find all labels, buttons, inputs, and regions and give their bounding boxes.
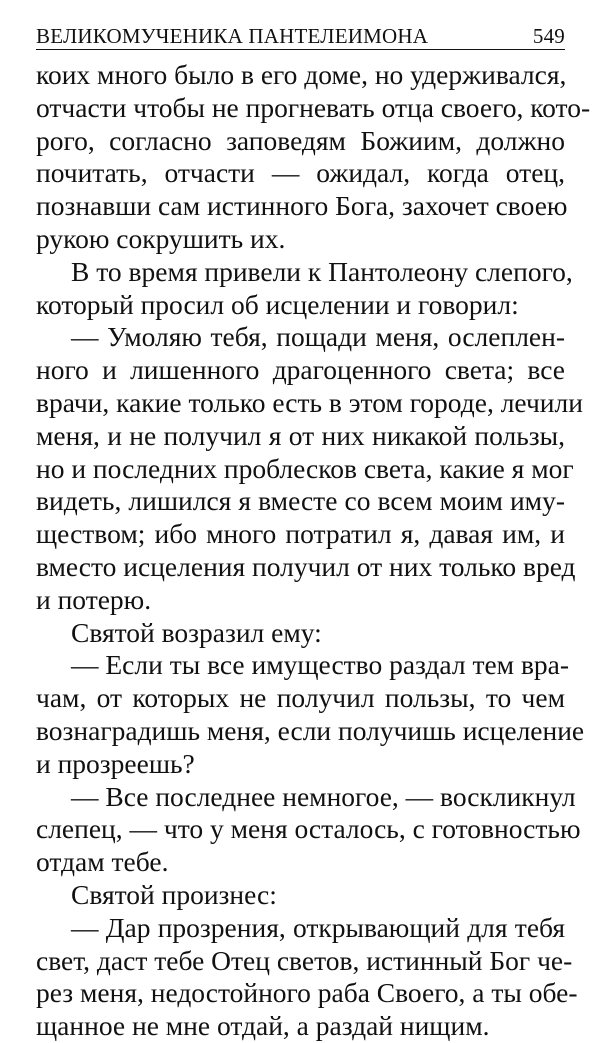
- text-line: рез меня, недостойного раба Своего, а ты обе-: [36, 977, 578, 1009]
- text-line: который просил об исцелении и говорил:: [36, 288, 519, 320]
- text-line: познавши сам истинного Бога, захочет своею: [36, 190, 568, 222]
- body-text: [36, 59, 591, 1043]
- running-title: ВЕЛИКОМУЧЕНИКА ПАНТЕЛЕИМОНА: [36, 24, 429, 48]
- text-line: — Все последнее немногое, — воскликнул: [71, 780, 576, 812]
- text-line: рукою сокрушить их.: [36, 222, 286, 254]
- text-line: отдам тебе.: [36, 846, 169, 878]
- text-line: и прозреешь?: [36, 747, 195, 779]
- text-line: ного и лишенного драгоценного света; все: [36, 354, 565, 386]
- text-line: щанное не мне отдай, а раздай нищим.: [36, 1010, 490, 1042]
- text-line: Святой возразил ему:: [71, 616, 322, 648]
- text-line: видеть, лишился я вместе со всем моим иму-: [36, 485, 565, 517]
- text-line: рого, согласно заповедям Божиим, должно: [36, 124, 565, 156]
- text-line: В то время привели к Пантолеону слепого,: [71, 255, 573, 287]
- text-line: вознаградишь меня, если получишь исцеление: [36, 714, 585, 746]
- text-line: но и последних проблесков света, какие я мог: [36, 452, 574, 484]
- text-line: вместо исцеления получил от них только вред: [36, 550, 576, 582]
- text-line: и потерю.: [36, 583, 152, 615]
- text-line: — Если ты все имущество раздал тем вра-: [71, 649, 570, 681]
- text-line: Святой произнес:: [71, 878, 277, 910]
- text-line: отчасти чтобы не прогневать отца своего, кото-: [36, 91, 591, 123]
- text-line: коих много было в его доме, но удерживался,: [36, 59, 567, 90]
- text-line: — Дар прозрения, открывающий для тебя: [71, 911, 565, 943]
- text-line: почитать, отчасти — ожидал, когда отец,: [36, 157, 565, 189]
- page-number: 549: [532, 24, 565, 48]
- running-header: [36, 21, 565, 50]
- text-line: свет, даст тебе Отец светов, истинный Бог че-: [36, 944, 573, 976]
- text-line: чам, от которых не получил пользы, то чем: [36, 682, 565, 714]
- text-line: — Умоляю тебя, пощади меня, ослеплен-: [71, 321, 565, 353]
- text-line: слепец, — что у меня осталось, с готовностью: [36, 813, 581, 845]
- text-line: ществом; ибо много потратил я, давая им, и: [36, 518, 565, 550]
- text-line: врачи, какие только есть в этом городе, лечили: [36, 386, 583, 418]
- text-line: меня, и не получил я от них никакой пользы,: [36, 419, 565, 451]
